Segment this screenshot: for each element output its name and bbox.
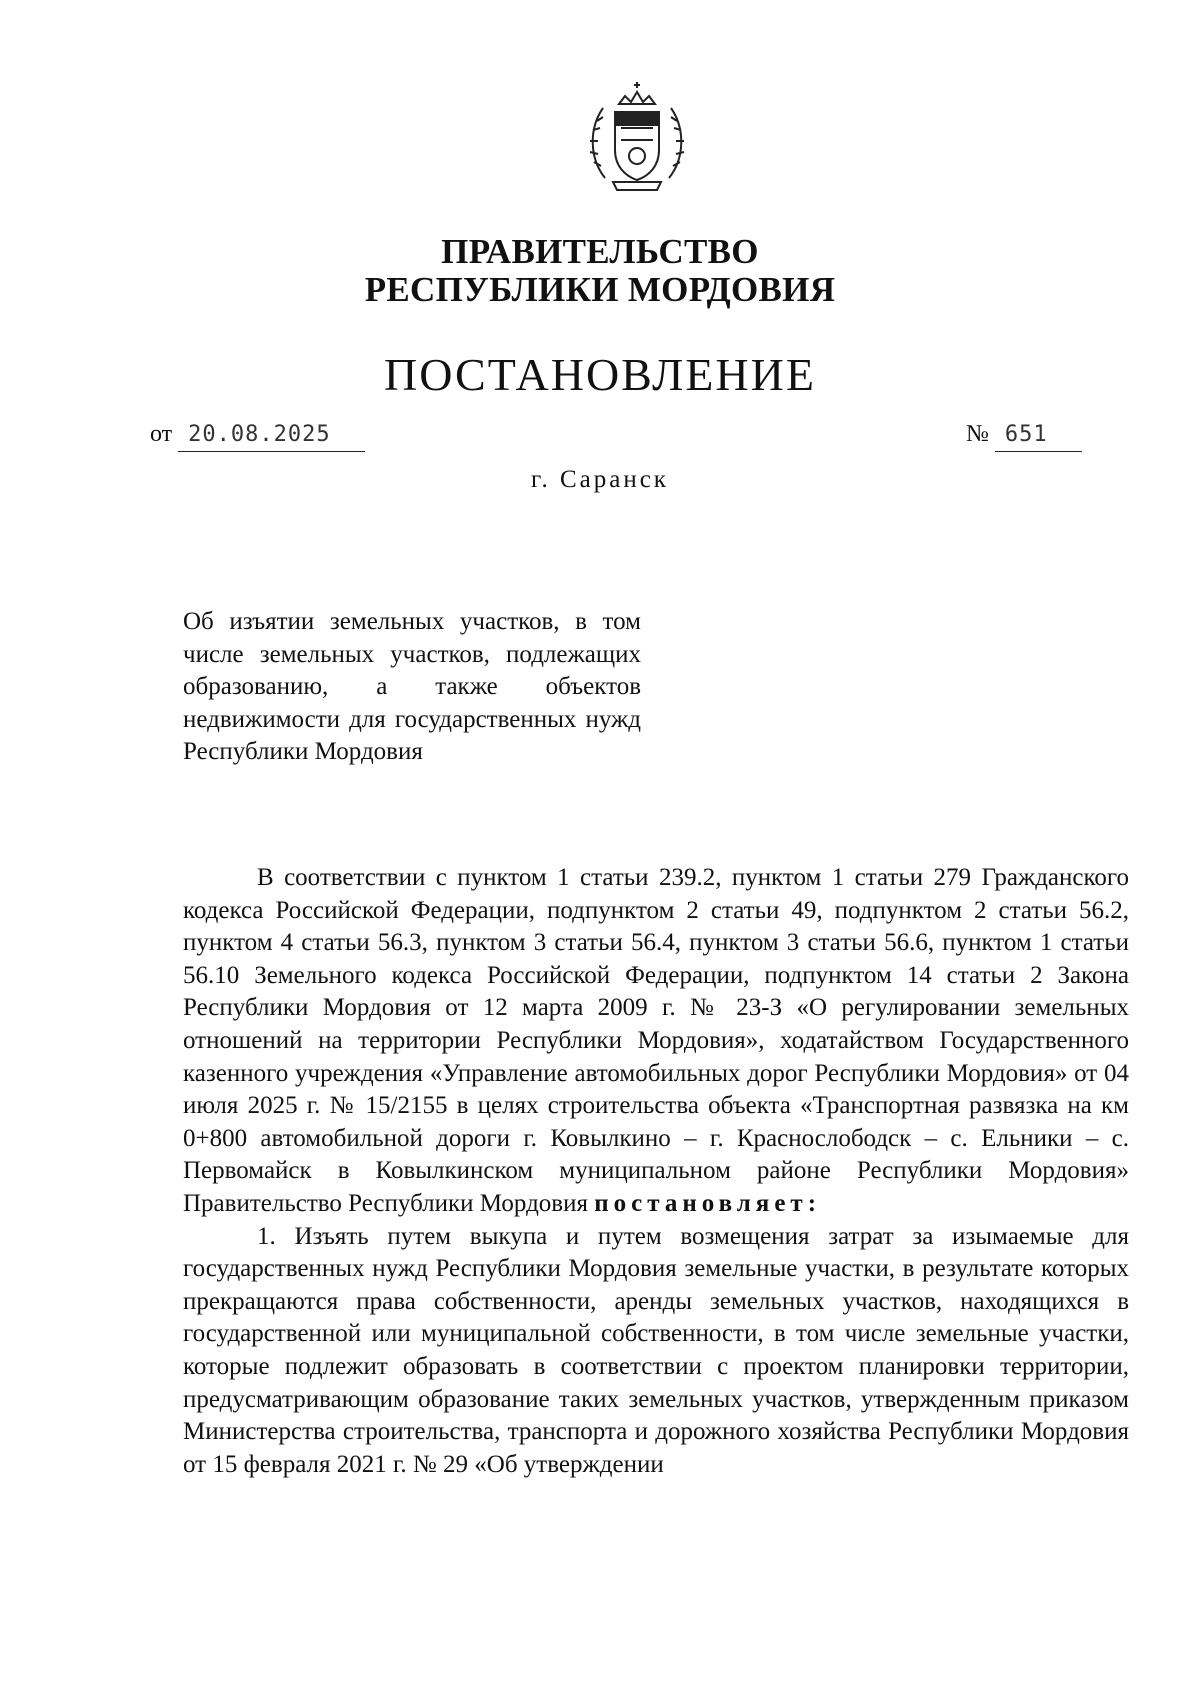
number-value: 651: [995, 419, 1082, 452]
document-subject: Об изъятии земельных участков, в том числе земельных участков, подлежащих образованию, а также объектов недвижимости для государственных нужд Республики Мордовия: [183, 608, 641, 765]
document-body: [183, 862, 1129, 1481]
number-line: [966, 418, 1082, 452]
date-line: [150, 418, 365, 452]
date-value: 20.08.2025: [178, 419, 364, 452]
decree-word: постановляет:: [594, 1189, 822, 1217]
coat-of-arms-emblem: [585, 78, 689, 196]
date-prefix: от: [150, 421, 173, 447]
item-1-paragraph: 1. Изъять путем выкупа и путем возмещения затрат за изымаемые для государственных нужд Республики Мордовия земельные участки, в результате которых прекращаются права собственности, аренды земельных участков, находящихся в государственной или муниципальной собственности, в том числе земельные участки, которые подлежит образовать в соответствии с проектом планировки территории, предусматривающим образование таких земельных участков, утвержденным приказом Министерства строительства, транспорта и дорожного хозяйства Республики Мордовия от 15 февраля 2021 г. № 29 «Об утверждении: [183, 1222, 1129, 1478]
city-line: г. Саранск: [531, 466, 669, 493]
preamble-paragraph: [183, 862, 1129, 1221]
organization-name-line2: РЕСПУБЛИКИ МОРДОВИЯ: [364, 270, 836, 309]
document-type-title: ПОСТАНОВЛЕНИЕ: [384, 349, 816, 400]
organization-name-line1: ПРАВИТЕЛЬСТВО: [441, 232, 759, 271]
preamble-text: В соответствии с пунктом 1 статьи 239.2, пунктом 1 статьи 279 Гражданского кодекса Российской Федерации, подпунктом 2 статьи 49, подпунктом 2 статьи 56.2, пунктом 4 статьи 56.3, пунктом 3 статьи 56.4, пунктом 3 статьи 56.6, пунктом 1 статьи 56.10 Земельного кодекса Российской Федерации, подпунктом 14 статьи 2 Закона Республики Мордовия от 12 марта 2009 г. № 23-З «О регулировании земельных отношений на территории Республики Мордовия», ходатайством Государственного казенного учреждения «Управление автомобильных дорог Республики Мордовия» от 04 июля 2025 г. № 15/2155 в целях строительства объекта «Транспортная развязка на км 0+800 автомобильной дороги г. Ковылкино – г. Краснослободск – с. Ельники – с. Первомайск в Ковылкинском муниципальном районе Республики Мордовия» Правительство Республики Мордовия: [183, 864, 1129, 1217]
number-prefix: №: [966, 421, 989, 447]
